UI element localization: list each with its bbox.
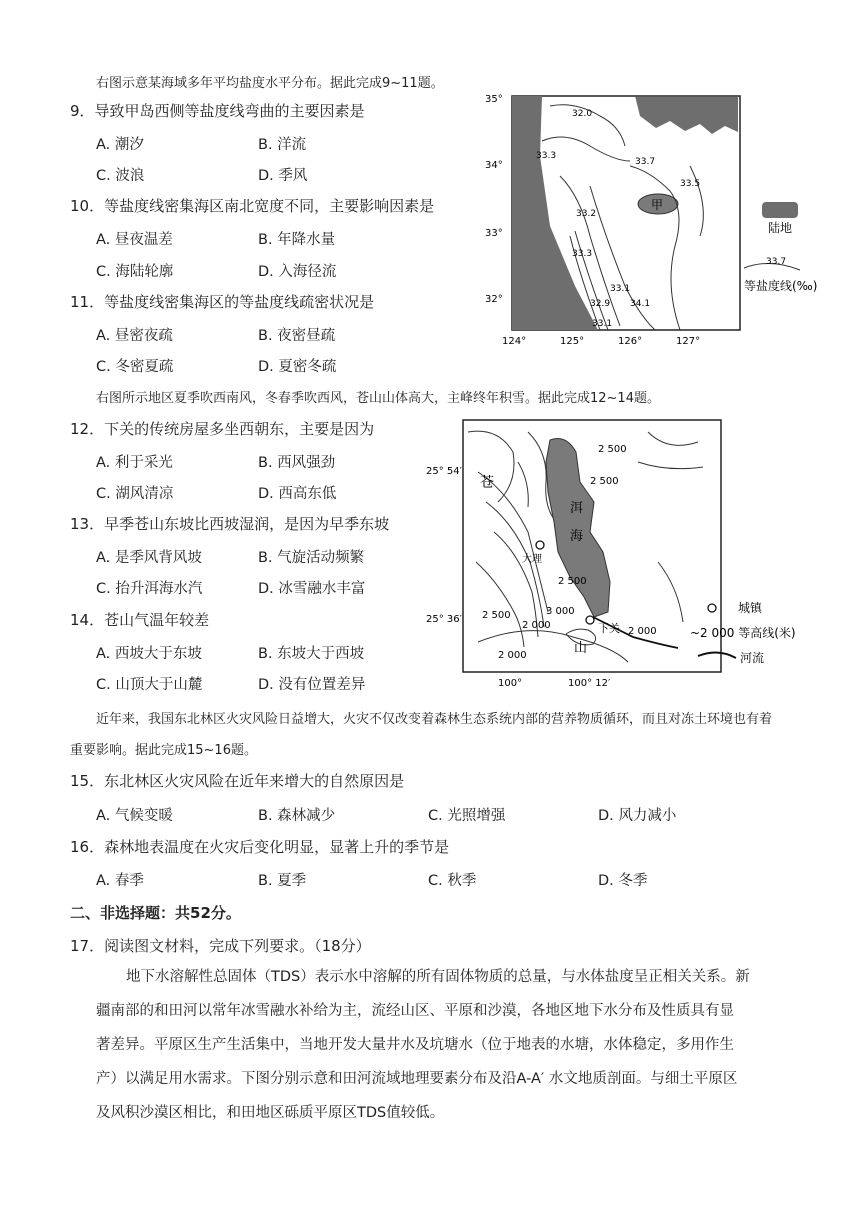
city-dali-label: 大理 (522, 554, 542, 565)
q17-paragraph-line4: 产）以满足用水需求。下图分别示意和田河流域地理要素分布及沿A-A′ 水文地质剖面。与细土平原区 (96, 1071, 738, 1087)
contour-label: 33.3 (572, 249, 593, 259)
q11-option-d[interactable]: D. 夏密冬疏 (258, 359, 337, 375)
lake-label: 洱 (570, 501, 584, 516)
intro-salinity: 右图示意某海域多年平均盐度水平分布。据此完成9~11题。 (96, 76, 444, 91)
q13-option-d[interactable]: D. 冰雪融水丰富 (258, 581, 366, 597)
q15-option-b[interactable]: B. 森林减少 (258, 808, 336, 824)
contour-label: 2 500 (590, 476, 619, 487)
lon-label: 125° (560, 336, 585, 347)
q12-option-c[interactable]: C. 湖风清凉 (96, 486, 174, 502)
contour-label: 3 000 (546, 606, 575, 617)
q9-option-c[interactable]: C. 波浪 (96, 168, 145, 184)
q13-option-b[interactable]: B. 气旋活动频繁 (258, 550, 365, 566)
q11-option-c[interactable]: C. 冬密夏疏 (96, 359, 174, 375)
lat-label: 32° (485, 294, 503, 305)
question-17-stem: 17．阅读图文材料，完成下列要求。（18分） (70, 937, 371, 955)
contour-label: 33.1 (592, 319, 613, 329)
q9-option-a[interactable]: A. 潮汐 (96, 137, 144, 153)
legend-contour-label: 等盐度线(‰) (744, 279, 818, 293)
q13-option-c[interactable]: C. 抬升洱海水汽 (96, 581, 203, 597)
contour-label: 2 500 (598, 444, 627, 455)
q16-option-a[interactable]: A. 春季 (96, 873, 144, 889)
q10-option-c[interactable]: C. 海陆轮廓 (96, 264, 174, 280)
city-xiaguan-label: 下关 (598, 622, 620, 635)
q17-paragraph-line3: 著差异。平原区生产生活集中，当地开发大量井水及坑塘水（位于地表的水塘，水体稳定，多用作生 (96, 1037, 734, 1053)
question-16-stem: 16．森林地表温度在火灾后变化明显，显著上升的季节是 (70, 838, 450, 856)
lon-label: 126° (618, 336, 643, 347)
q17-paragraph-line2: 疆南部的和田河以常年冰雪融水补给为主，流经山区、平原和沙漠，各地区地下水分布及性质具有显 (96, 1003, 734, 1019)
q14-option-b[interactable]: B. 东坡大于西坡 (258, 646, 365, 662)
q15-option-d[interactable]: D. 风力减小 (598, 808, 677, 824)
q13-option-a[interactable]: A. 是季风背风坡 (96, 550, 202, 566)
legend-contour-value: 33.7 (766, 257, 787, 267)
q11-option-b[interactable]: B. 夜密昼疏 (258, 328, 336, 344)
q12-option-d[interactable]: D. 西高东低 (258, 486, 337, 502)
intro-fire-line2: 重要影响。据此完成15~16题。 (70, 743, 257, 758)
contour-label: 34.1 (630, 299, 651, 309)
island-jia-label: 甲 (651, 198, 664, 212)
mountain-label: 苍 (480, 475, 494, 491)
contour-label: 32.0 (572, 109, 593, 119)
contour-label: 33.2 (576, 209, 597, 219)
q14-option-a[interactable]: A. 西坡大于东坡 (96, 646, 202, 662)
legend-land-label: 陆地 (768, 221, 793, 235)
q17-paragraph-line5: 及风积沙漠区相比，和田地区砾质平原区TDS值较低。 (96, 1105, 445, 1121)
cangshan-map (418, 412, 838, 690)
question-15-stem: 15．东北林区火灾风险在近年来增大的自然原因是 (70, 772, 405, 790)
city-xiaguan-marker (586, 616, 594, 624)
contour-label: 2 000 (628, 626, 657, 637)
city-dali-marker (536, 541, 544, 549)
q12-option-a[interactable]: A. 利于采光 (96, 455, 173, 471)
q16-option-b[interactable]: B. 夏季 (258, 873, 307, 889)
legend-contour-label: ~2 000 等高线(米) (690, 626, 796, 640)
q9-option-b[interactable]: B. 洋流 (258, 137, 307, 153)
legend-river-label: 河流 (740, 651, 765, 665)
lat-label: 25° 36′ (426, 614, 462, 625)
q14-option-c[interactable]: C. 山顶大于山麓 (96, 677, 203, 693)
q15-option-c[interactable]: C. 光照增强 (428, 808, 506, 824)
salinity-map (480, 86, 830, 348)
contour-label: 32.9 (590, 299, 611, 309)
lon-label: 100° (498, 678, 523, 689)
q9-option-d[interactable]: D. 季风 (258, 168, 308, 184)
lake-label: 海 (570, 529, 584, 544)
legend-city-label: 城镇 (738, 601, 763, 615)
lat-label: 34° (485, 160, 503, 171)
contour-label: 2 500 (482, 610, 511, 621)
legend-city-marker (708, 604, 716, 612)
contour-label: 2 000 (498, 650, 527, 661)
question-9-stem: 9．导致甲岛西侧等盐度线弯曲的主要因素是 (70, 102, 365, 120)
question-13-stem: 13．早季苍山东坡比西坡湿润，是因为早季东坡 (70, 515, 390, 533)
q11-option-a[interactable]: A. 昼密夜疏 (96, 328, 173, 344)
section-2-title: 二、非选择题：共52分。 (70, 904, 241, 922)
legend-land-swatch (762, 202, 798, 218)
lon-label: 127° (676, 336, 701, 347)
lat-label: 25° 54′ (426, 466, 462, 477)
q12-option-b[interactable]: B. 西风强劲 (258, 455, 336, 471)
q10-option-b[interactable]: B. 年降水量 (258, 232, 336, 248)
question-12-stem: 12．下关的传统房屋多坐西朝东，主要是因为 (70, 420, 375, 438)
lon-label: 100° 12′ (568, 678, 611, 689)
q16-option-c[interactable]: C. 秋季 (428, 873, 477, 889)
lat-label: 35° (485, 94, 503, 105)
contour-label: 33.5 (680, 179, 701, 189)
q14-option-d[interactable]: D. 没有位置差异 (258, 677, 366, 693)
q16-option-d[interactable]: D. 冬季 (598, 873, 648, 889)
intro-cangshan: 右图所示地区夏季吹西南风，冬春季吹西风，苍山山体高大，主峰终年积雪。据此完成12~14题。 (96, 391, 660, 406)
intro-fire-line1: 近年来，我国东北林区火灾风险日益增大，火灾不仅改变着森林生态系统内部的营养物质循环，而且对冻土环境也有着 (96, 712, 773, 727)
mountain-label: 山 (574, 641, 588, 656)
q15-option-a[interactable]: A. 气候变暖 (96, 808, 173, 824)
contour-label: 33.7 (635, 157, 656, 167)
q10-option-d[interactable]: D. 入海径流 (258, 264, 337, 280)
q17-paragraph-line1: 地下水溶解性总固体（TDS）表示水中溶解的所有固体物质的总量，与水体盐度呈正相关关系。新 (126, 969, 750, 985)
question-14-stem: 14．苍山气温年较差 (70, 611, 210, 629)
question-11-stem: 11．等盐度线密集海区的等盐度线疏密状况是 (70, 293, 375, 311)
q10-option-a[interactable]: A. 昼夜温差 (96, 232, 173, 248)
contour-label: 33.3 (536, 151, 557, 161)
contour-label: 2 500 (558, 576, 587, 587)
contour-label: 33.1 (610, 284, 631, 294)
lon-label: 124° (502, 336, 527, 347)
question-10-stem: 10．等盐度线密集海区南北宽度不同，主要影响因素是 (70, 197, 435, 215)
contour-label: 2 000 (522, 620, 551, 631)
lat-label: 33° (485, 228, 503, 239)
